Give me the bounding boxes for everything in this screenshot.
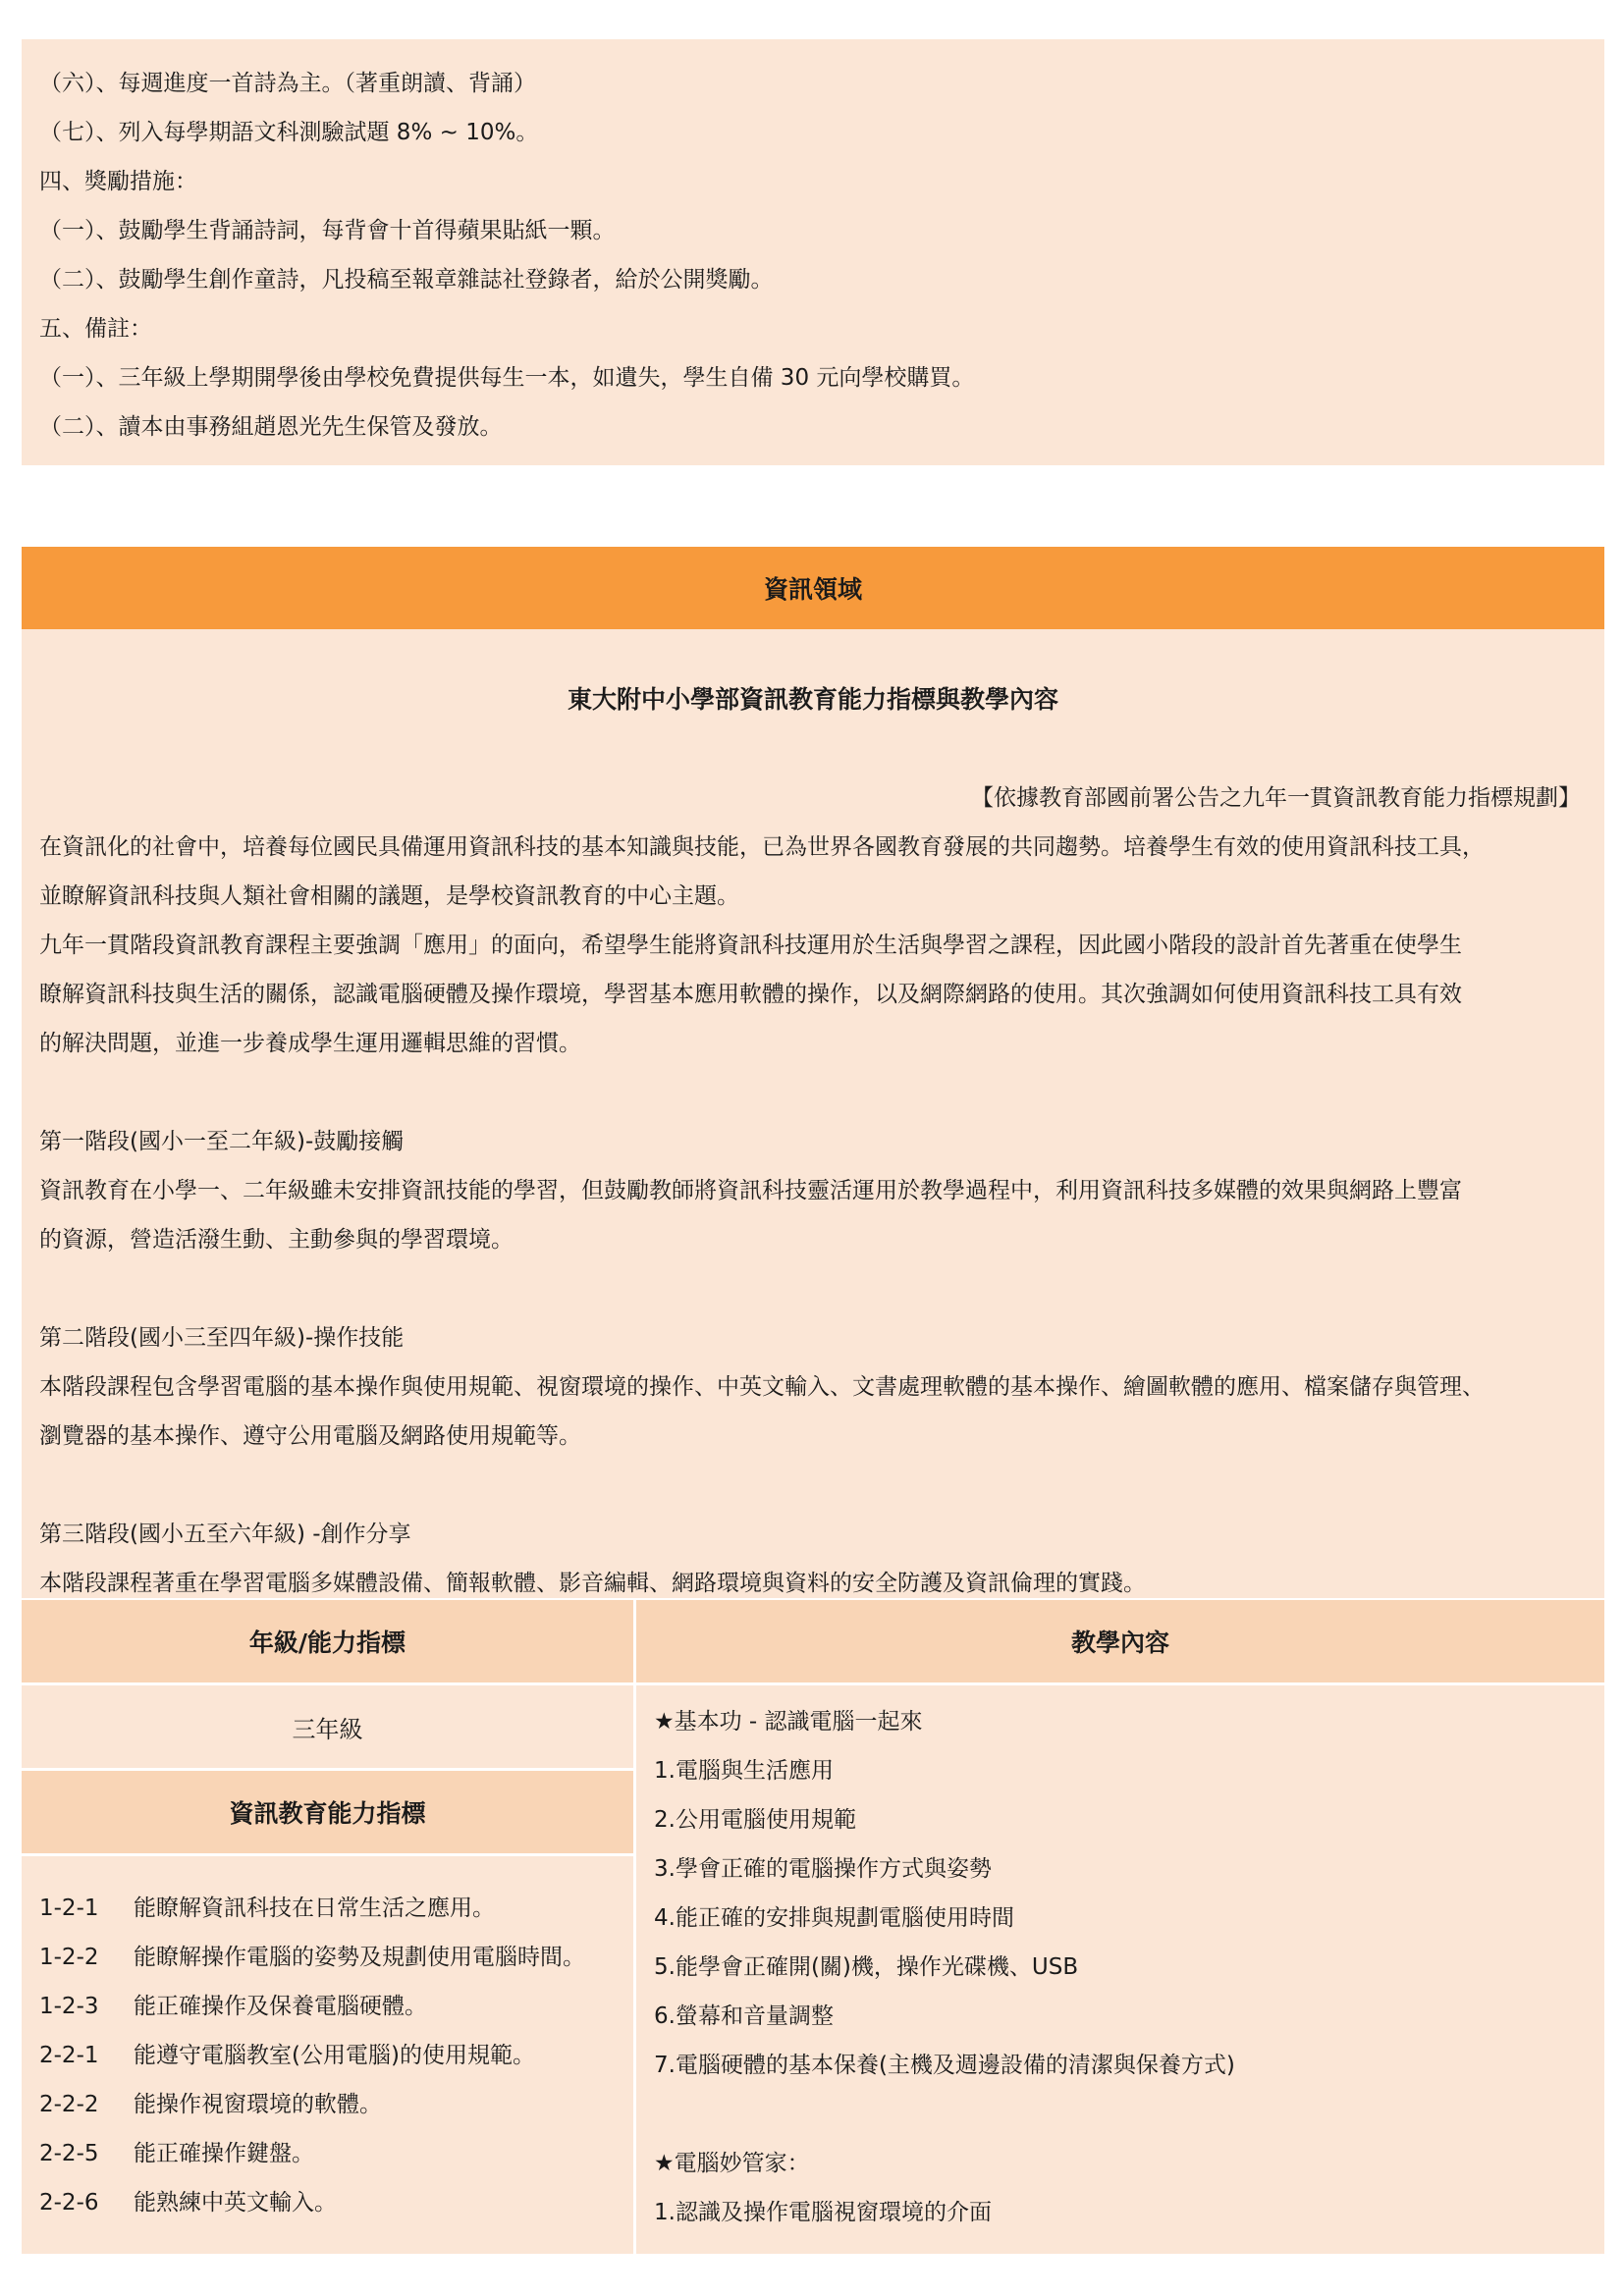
text-line: （六）、每週進度一首詩為主。（著重朗讀、背誦）	[39, 71, 536, 96]
stage-line: 的資源，營造活潑生動、主動參與的學習環境。	[39, 1227, 514, 1253]
indicator-row	[39, 2178, 633, 2227]
domain-header: 資訊領域	[22, 547, 1604, 629]
content-item: 1.認識及操作電腦視窗環境的介面	[654, 2200, 992, 2225]
indicator-code: 1-2-1	[39, 1896, 99, 1921]
source-note: 【依據教育部國前署公告之九年一貫資訊教育能力指標規劃】	[971, 785, 1581, 811]
content-item: 6.螢幕和音量調整	[654, 2003, 834, 2029]
intro-line: 並瞭解資訊科技與人類社會相關的議題，是學校資訊教育的中心主題。	[39, 883, 739, 909]
content-item: 7.電腦硬體的基本保養(主機及週邊設備的清潔與保養方式)	[654, 2053, 1235, 2078]
stage-title: 第一階段(國小一至二年級)-鼓勵接觸	[39, 1129, 405, 1154]
indicator-text: 能瞭解操作電腦的姿勢及規劃使用電腦時間。	[134, 1945, 585, 1970]
teaching-content-cell	[636, 1685, 1604, 2254]
stage-line: 資訊教育在小學一、二年級雖未安排資訊技能的學習，但鼓勵教師將資訊科技靈活運用於教學過程中，利用資訊科技多媒體的效果與網路上豐富	[39, 1178, 1462, 1203]
indicator-code: 2-2-5	[39, 2141, 99, 2166]
content-item: 1.電腦與生活應用	[654, 1758, 834, 1784]
indicator-header: 資訊教育能力指標	[22, 1771, 633, 1853]
indicator-row	[39, 2031, 633, 2080]
indicator-text: 能操作視窗環境的軟體。	[134, 2092, 382, 2117]
indicator-code: 2-2-6	[39, 2190, 99, 2216]
content-item: 2.公用電腦使用規範	[654, 1807, 856, 1833]
indicator-code: 1-2-3	[39, 1994, 99, 2019]
indicator-text: 能瞭解資訊科技在日常生活之應用。	[134, 1896, 495, 1921]
stage-line: 本階段課程包含學習電腦的基本操作與使用規範、視窗環境的操作、中英文輸入、文書處理軟體的基本操作、繪圖軟體的應用、檔案儲存與管理、	[39, 1374, 1485, 1400]
stage-title: 第三階段(國小五至六年級) -創作分享	[39, 1522, 411, 1547]
document-title: 東大附中小學部資訊教育能力指標與教學內容	[567, 685, 1058, 714]
indicator-row	[39, 1884, 633, 1933]
intro-line: 在資訊化的社會中，培養每位國民具備運用資訊科技的基本知識與技能，已為世界各國教育發展的共同趨勢。培養學生有效的使用資訊科技工具，	[39, 834, 1485, 860]
indicator-list	[22, 1856, 633, 2254]
text-line: （二）、鼓勵學生創作童詩，凡投稿至報章雜誌社登錄者，給於公開獎勵。	[39, 267, 774, 293]
text-line: （一）、三年級上學期開學後由學校免費提供每生一本，如遺失，學生自備 30 元向學校購買。	[39, 365, 975, 391]
indicator-row	[39, 2129, 633, 2178]
indicator-row	[39, 1982, 633, 2031]
indicator-text: 能正確操作及保養電腦硬體。	[134, 1994, 427, 2019]
indicator-text: 能正確操作鍵盤。	[134, 2141, 314, 2166]
indicator-code: 2-2-2	[39, 2092, 99, 2117]
text-line: （七）、列入每學期語文科測驗試題 8% ~ 10%。	[39, 120, 539, 145]
stage-line: 本階段課程著重在學習電腦多媒體設備、簡報軟體、影音編輯、網路環境與資料的安全防護及資訊倫理的實踐。	[39, 1571, 1146, 1596]
intro-line: 瞭解資訊科技與生活的關係，認識電腦硬體及操作環境，學習基本應用軟體的操作，以及網際網路的使用。其次強調如何使用資訊科技工具有效	[39, 982, 1462, 1007]
description-box	[22, 629, 1604, 1598]
content-heading: ★基本功 - 認識電腦一起來	[654, 1709, 923, 1735]
intro-line: 的解決問題，並進一步養成學生運用邏輯思維的習慣。	[39, 1031, 581, 1056]
previous-section-box	[22, 39, 1604, 465]
text-line: （一）、鼓勵學生背誦詩詞，每背會十首得蘋果貼紙一顆。	[39, 218, 616, 243]
intro-line: 九年一貫階段資訊教育課程主要強調「應用」的面向，希望學生能將資訊科技運用於生活與學習之課程，因此國小階段的設計首先著重在使學生	[39, 933, 1462, 958]
section-heading: 四、獎勵措施：	[39, 169, 197, 194]
table-header-grade: 年級/能力指標	[22, 1600, 633, 1682]
indicator-text: 能遵守電腦教室(公用電腦)的使用規範。	[134, 2043, 535, 2068]
indicator-row	[39, 2080, 633, 2129]
content-heading: ★電腦妙管家：	[654, 2151, 810, 2176]
table-header-content: 教學內容	[636, 1600, 1604, 1682]
stage-title: 第二階段(國小三至四年級)-操作技能	[39, 1325, 405, 1351]
content-item: 4.能正確的安排與規劃電腦使用時間	[654, 1905, 1014, 1931]
grade-cell: 三年級	[22, 1685, 633, 1768]
content-item: 5.能學會正確開(關)機，操作光碟機、USB	[654, 1954, 1079, 1980]
indicator-code: 2-2-1	[39, 2043, 99, 2068]
indicator-text: 能熟練中英文輸入。	[134, 2190, 337, 2216]
section-heading: 五、備註：	[39, 316, 152, 342]
indicator-code: 1-2-2	[39, 1945, 99, 1970]
indicator-row	[39, 1933, 633, 1982]
content-item: 3.學會正確的電腦操作方式與姿勢	[654, 1856, 992, 1882]
text-line: （二）、讀本由事務組趙恩光先生保管及發放。	[39, 414, 503, 440]
stage-line: 瀏覽器的基本操作、遵守公用電腦及網路使用規範等。	[39, 1423, 581, 1449]
